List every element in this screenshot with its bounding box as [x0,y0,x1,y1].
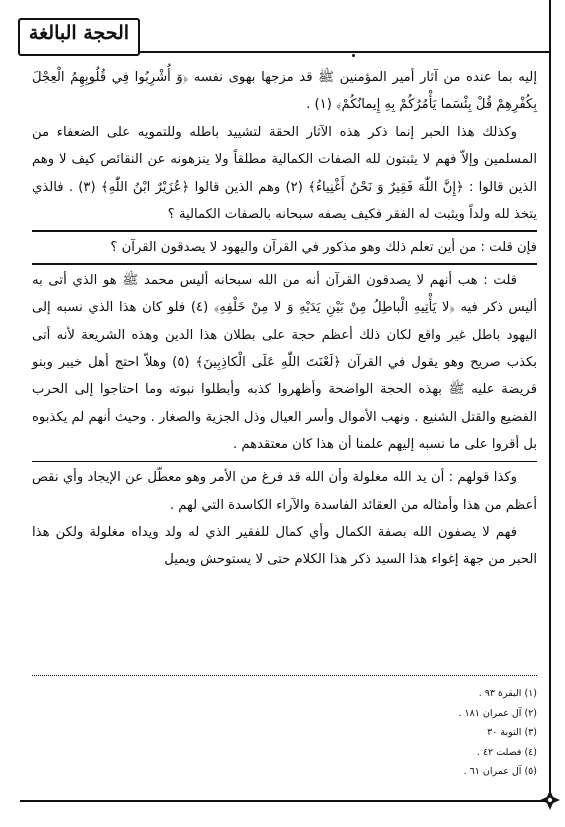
paragraph: وكذلك هذا الحبر إنما ذكر هذه الآثار الحقة لتشييد باطله وللتمويه على الضعفاء من المسلمين وإلاّ فهم لا يثبتون لله الصفات الكمالية مطلقاً ولا ينزهونه عن النقائص كيف لا وهم الذين قالوا : ﴿إِنَّ اللّٰهَ فَقِيرٌ وَ نَحْنُ أَغْنِياءُ﴾ (٢) وهم الذين قالوا ﴿عُزَيْرٌ ابْنُ اللّٰهِ﴾ (٣) . فالذي يتخذ لله ولداً ويثبت له الفقر فكيف يصفه سبحانه بالصفات الكمالية ؟ [32,124,537,223]
page-header [0,10,565,60]
section-divider [32,461,537,463]
book-title-frame [18,18,140,56]
header-rule [138,51,551,53]
section-divider [32,263,537,265]
paragraph: فهم لا يصفون الله بصفة الكمال وأي كمال للفقير الذي له ولد ويداه مغلولة ولكن هذا الحبر من جهة إغواء هذا السيد ذكر هذا الكلام حتى لا يستوحش ويميل [32,525,537,568]
paragraph: وكذا قولهم : أن يد الله مغلولة وأن الله قد فرغ من الأمر وهو معطّل عن الإيجاد وأي نقص أعظم من هذا وأمثاله من العقائد الفاسدة والآراء الكاسدة التي لهم . [32,470,537,513]
header-dot [352,54,355,57]
paragraph-answer: قلت : هب أنهم لا يصدقون القرآن أنه من الله سبحانه أليس محمد ﷺ هو الذي أتى به أليس ذكر فيه ﴿لا يَأْتِيهِ الْباطِلُ مِنْ بَيْنِ يَدَيْهِ وَ لا مِنْ خَلْفِهِ﴾ (٤) فلو كان هذا الذي نسبه إلى اليهود باطل غير واقع لكان ذلك أعظم حجة على بطلان هذا الدين وهذه الشريعة لأنه أتى بكذب صريح وهو يقول في القرآن ﴿لَعْنَتَ اللّٰهِ عَلَى الْكاذِبِينَ﴾ (٥) وهلاّ احتج أهل خيبر وبنو قريضة عليه ﷺ بهذه الحجة الواضحة وأظهروا كذبه وأبطلوا نبوته وما احتاجوا إلى الحرب الفضيع والقتل الشنيع . ونهب الأموال وأسر العيال وذل الجزية والصغار . وحيث أنهم لم يكذبوه بل أقروا على ما نسبه إليهم علمنا أن هذا كان معتقدهم . [32,272,537,453]
corner-ornament-icon [538,788,562,812]
footnote-separator [32,675,537,676]
book-title: الحجة البالغة [28,22,130,44]
body-text [32,64,537,574]
footnote: (٣) التوبة ٣٠ [487,727,537,739]
page-border-right [549,0,551,800]
footnote: (٥) آل عمران ٦١ . [463,766,537,778]
footnote: (٢) آل عمران ١٨١ . [458,707,537,719]
paragraph-question: فإن قلت : من أين تعلم ذلك وهو مذكور في القرآن واليهود لا يصدقون القرآن ؟ [110,239,537,255]
footnote: (٤) فصلت ٤٢ . [476,746,537,758]
page-border-bottom [20,800,551,802]
footnotes [32,684,537,782]
section-divider [32,230,537,232]
footnote: (١) البقرة ٩٣ . [478,688,537,699]
paragraph-continuation: إليه بما عنده من آثار أمير المؤمنين ﷺ قد مزجها بهوى نفسه ﴿وَ أُشْرِبُوا فِي قُلُوبِهِمُ الْعِجْلَ بِكُفْرِهِمْ قُلْ بِئْسَما يَأْمُرُكُمْ بِهِ إِيمانُكُمْ﴾ (١) . [32,70,537,113]
